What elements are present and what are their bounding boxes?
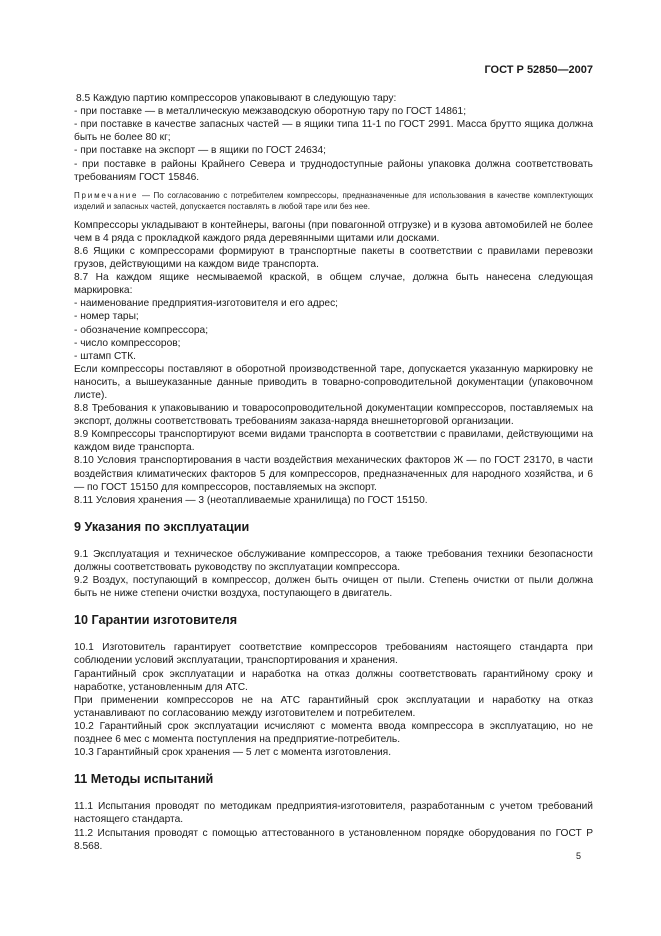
para-9-2: 9.2 Воздух, поступающий в компрессор, должен быть очищен от пыли. Степень очистки от пыли должна быть не ниже степени очистки воздуха, поступающего в двигатель. — [74, 575, 593, 600]
para-8-11: 8.11 Условия хранения — 3 (неотапливаемые хранилища) по ГОСТ 15150. — [74, 494, 428, 506]
para-11-1: 11.1 Испытания проводят по методикам предприятия-изготовителя, разработанным с учетом требований настоящего стандарта. — [74, 801, 593, 826]
list-item: - штамп СТК. — [74, 350, 136, 362]
para-10-2: 10.2 Гарантийный срок эксплуатации исчисляют с момента ввода компрессора в эксплуатацию, но не позднее 6 мес с момента поступления на предприятие-потребитель. — [74, 720, 593, 746]
section-9-heading: 9 Указания по эксплуатации — [74, 519, 250, 534]
para-8-8: 8.8 Требования к упаковыванию и товаросопроводительной документации компрессоров, поставляемых на экспорт, должны соответствовать требованиям заказа-наряда внешнеторговой организации. — [74, 403, 593, 428]
section-10-heading: 10 Гарантии изготовителя — [74, 613, 238, 628]
para-9-1: 9.1 Эксплуатация и техническое обслуживание компрессоров, а также требования техники безопасности должны соответствовать руководству по эксплуатации компрессора. — [74, 548, 593, 573]
list-item: - наименование предприятия-изготовителя и его адрес; — [74, 298, 338, 310]
para-return-tare: Если компрессоры поставляют в оборотной производственной таре, допускается указанную маркировку не наносить, а вышеуказанные данные приводить в товарно-сопроводительной документации (упаковочном листе). — [74, 363, 593, 401]
list-item: - обозначение компрессора; — [74, 324, 209, 336]
list-item: - номер тары; — [74, 311, 139, 323]
note — [74, 190, 593, 212]
para-containers: Компрессоры укладывают в контейнеры, вагоны (при повагонной отгрузке) и в кузова автомобилей не более чем в 4 ряда с прокладкой каждого ряда деревянными щитами или досками. — [74, 219, 593, 244]
note-text: — По согласованию с потребителем компрессоры, предназначенные для использования в качестве комплектующих изделий и запасных частей, допускается поставлять в любой таре или без нее. — [74, 190, 593, 211]
para-8-10: 8.10 Условия транспортирования в части воздействия механических факторов Ж — по ГОСТ 23170, в части воздействия климатических факторов 5 для компрессоров, предназначенных для народного хозяйства, и 6 — по ГОСТ 15150 для компрессоров, поставляемых на экспорт. — [74, 455, 593, 493]
note-label: Примечание — [74, 190, 139, 200]
list-item: - число компрессоров; — [74, 337, 181, 349]
para-8-7: 8.7 На каждом ящике несмываемой краской, в общем случае, должна быть нанесена следующая маркировка: — [74, 272, 593, 297]
para-10-1: 10.1 Изготовитель гарантирует соответствие компрессоров требованиям настоящего стандарта при соблюдении условий эксплуатации, транспортирования и хранения. — [74, 642, 593, 667]
list-item: - при поставке в районы Крайнего Севера и труднодоступные районы упаковка должна соответствовать требованиям ГОСТ 15846. — [74, 158, 593, 183]
para-8-6: 8.6 Ящики с компрессорами формируют в транспортные пакеты в соответствии с правилами перевозки грузов, действующими на каждом виде транспорта. — [74, 245, 593, 271]
para-11-2: 11.2 Испытания проводят с помощью аттестованного в установленном порядке оборудования по ГОСТ Р 8.568. — [74, 827, 593, 852]
list-item: - при поставке в качестве запасных частей — в ящики типа 11-1 по ГОСТ 2991. Масса брутто ящика должна быть не более 80 кг; — [74, 119, 593, 144]
list-item: - при поставке на экспорт — в ящики по ГОСТ 24634; — [74, 145, 326, 157]
page-number: 5 — [575, 851, 581, 861]
para-10-3: 10.3 Гарантийный срок хранения — 5 лет с момента изготовления. — [74, 747, 392, 759]
para-10-1-c: При применении компрессоров не на АТС гарантийный срок эксплуатации и наработку на отказ устанавливают по согласованию между изготовителем и потребителем. — [74, 694, 593, 719]
document-header: ГОСТ Р 52850—2007 — [484, 64, 593, 76]
para-10-1-b: Гарантийный срок эксплуатации и наработка на отказ должны соответствовать гарантийному сроку и наработке, установленным для АТС. — [74, 668, 593, 693]
para-8-5: 8.5 Каждую партию компрессоров упаковывают в следующую тару: — [76, 93, 397, 105]
para-8-9: 8.9 Компрессоры транспортируют всеми видами транспорта в соответствии с правилами, действующими на каждом виде транспорта. — [74, 429, 593, 454]
list-item: - при поставке — в металлическую межзаводскую оборотную тару по ГОСТ 14861; — [74, 106, 467, 118]
section-11-heading: 11 Методы испытаний — [74, 772, 214, 787]
